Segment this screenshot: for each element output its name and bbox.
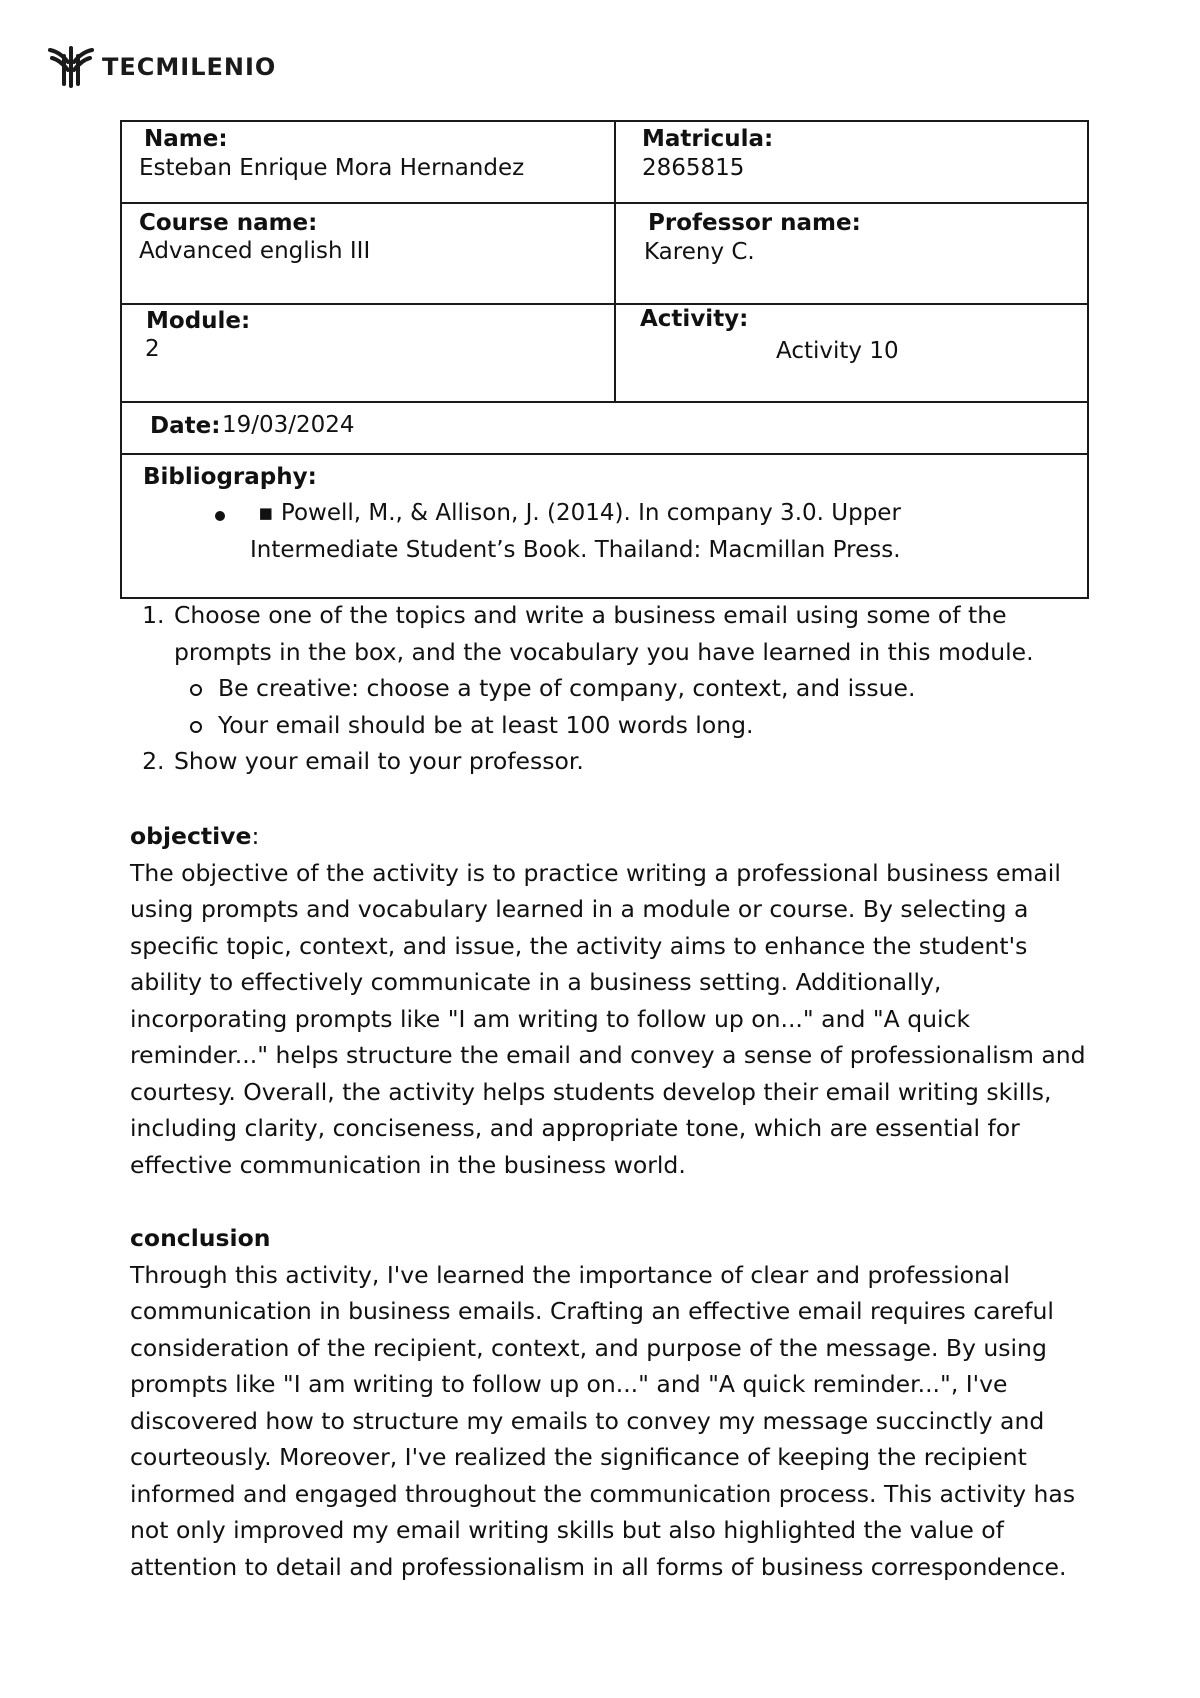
sub-instruction-text: Be creative: choose a type of company, context, and issue. <box>218 674 916 702</box>
objective-body: The objective of the activity is to practice writing a professional business email using prompts and vocabulary learned in a module or course. By selecting a specific topic, context, and issue, the activity aims to enhance the student's ability to effectively communicate in a business setting. Additionally, incorporating prompts like "I am writing to follow up on..." and "A quick reminder..." helps structure the email and convey a sense of professionalism and courtesy. Overall, the activity helps students develop their email writing skills, including clarity, conciseness, and appropriate tone, which are essential for effective communication in the business world. <box>130 858 1086 1179</box>
module-value: 2 <box>145 336 160 362</box>
instruction-item <box>172 597 1090 743</box>
activity-label: Activity: <box>640 306 749 332</box>
brand-name: TECMILENIO <box>102 53 277 81</box>
professor-label: Professor name: <box>648 210 861 236</box>
objective-heading <box>130 818 1090 855</box>
sub-instruction-item <box>218 670 1090 707</box>
date-value: 19/03/2024 <box>222 412 355 438</box>
student-info-table <box>120 120 1089 599</box>
date-label: Date: <box>150 413 221 439</box>
conclusion-section <box>130 1220 1090 1585</box>
conclusion-heading: conclusion <box>130 1224 271 1252</box>
activity-value: Activity 10 <box>776 338 899 364</box>
matricula-value: 2865815 <box>642 155 745 181</box>
instructions <box>130 597 1090 780</box>
instruction-text: Choose one of the topics and write a business email using some of the prompts in the box, and the vocabulary you have learned in this module. <box>174 601 1034 666</box>
course-value: Advanced english III <box>139 238 371 264</box>
professor-value: Kareny C. <box>644 239 755 265</box>
instruction-item <box>172 743 1090 780</box>
instruction-text: Show your email to your professor. <box>174 747 584 775</box>
objective-section <box>130 818 1090 1183</box>
bibliography-line-2: Intermediate Student’s Book. Thailand: Macmillan Press. <box>250 537 901 563</box>
tecmilenio-logo-icon <box>46 44 96 90</box>
brand-logo <box>46 44 276 90</box>
matricula-label: Matricula: <box>642 126 774 152</box>
bibliography-label: Bibliography: <box>143 464 317 490</box>
bibliography-line-1: ▪ Powell, M., & Allison, J. (2014). In company 3.0. Upper <box>258 500 901 526</box>
objective-heading-text: objective <box>130 822 252 850</box>
bullet-icon <box>215 511 225 521</box>
conclusion-body: Through this activity, I've learned the importance of clear and professional communication in business emails. Crafting an effective email requires careful consideration of the recipient, context, and purpose of the message. By using prompts like "I am writing to follow up on..." and "A quick reminder...", I've discovered how to structure my emails to convey my message succinctly and courteously. Moreover, I've realized the significance of keeping the recipient informed and engaged throughout the communication process. This activity has not only improved my email writing skills but also highlighted the value of attention to detail and professionalism in all forms of business correspondence. <box>130 1260 1076 1581</box>
objective-heading-colon: : <box>251 822 260 850</box>
sub-instruction-item <box>218 707 1090 744</box>
name-label: Name: <box>144 126 228 152</box>
course-label: Course name: <box>139 210 318 236</box>
module-label: Module: <box>146 308 251 334</box>
sub-instruction-text: Your email should be at least 100 words long. <box>218 710 754 739</box>
name-value: Esteban Enrique Mora Hernandez <box>139 155 525 181</box>
